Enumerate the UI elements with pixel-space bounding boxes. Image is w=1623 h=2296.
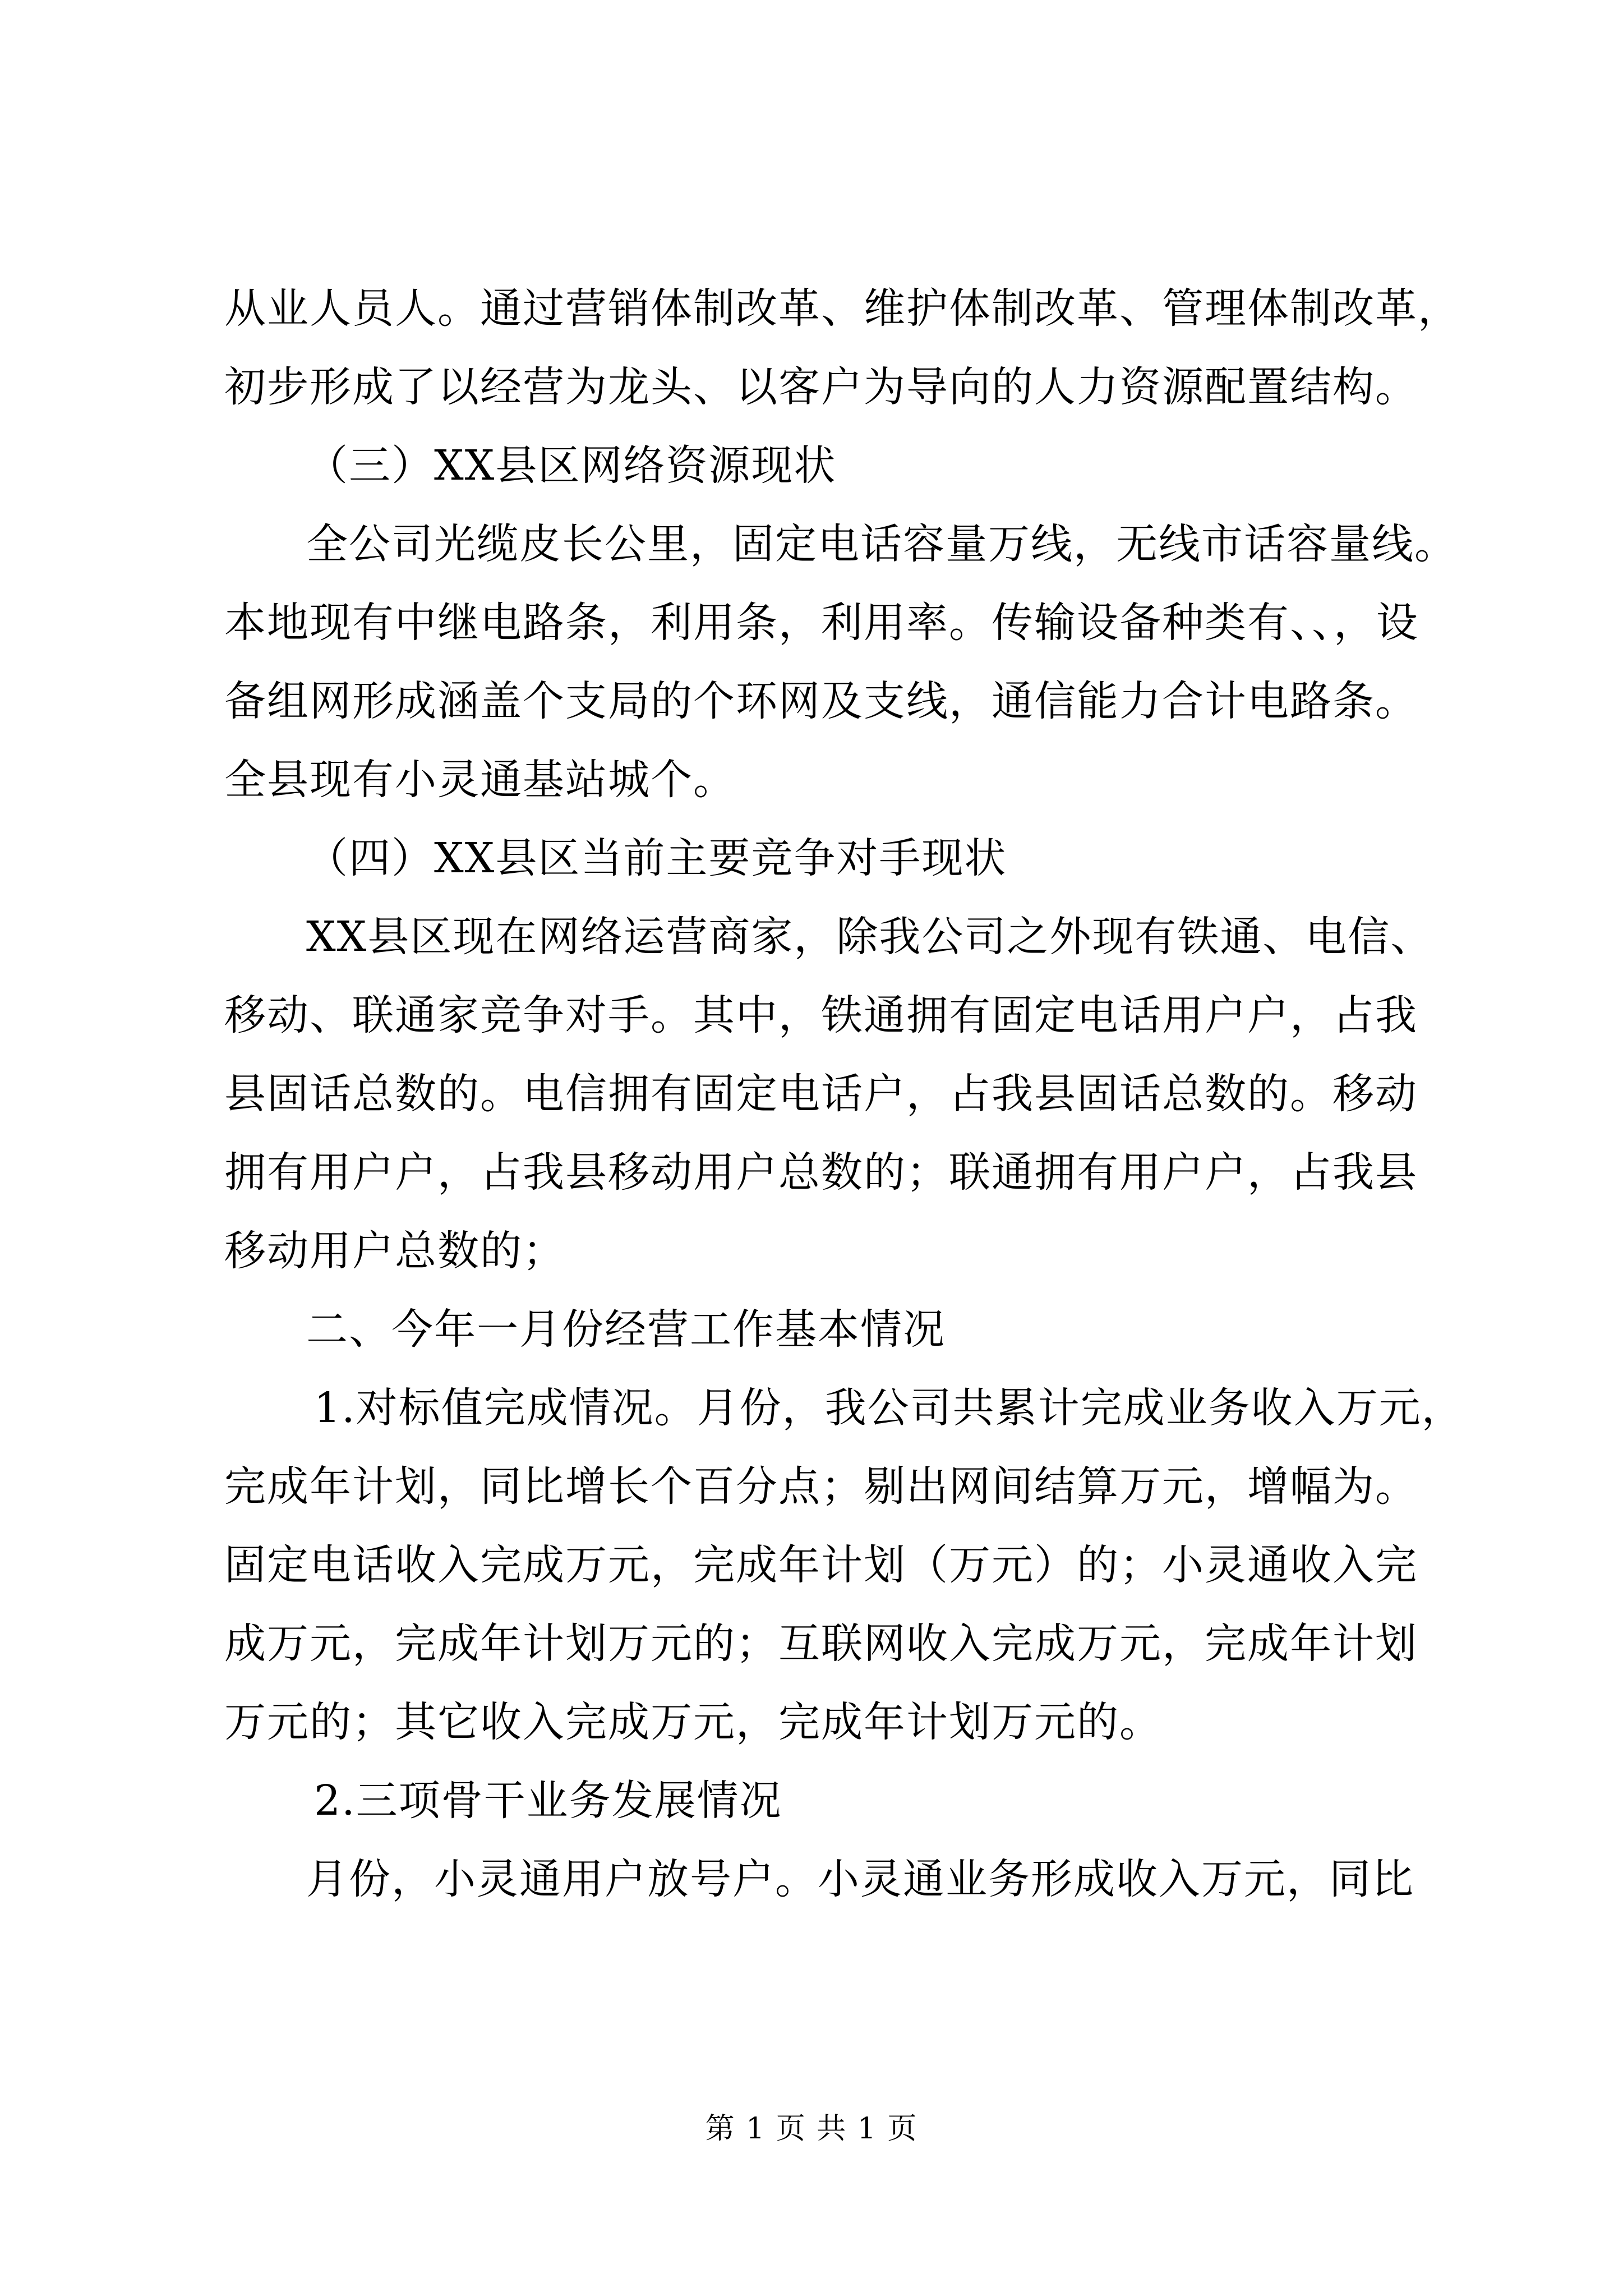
- text-line: 全公司光缆皮长公里，固定电话容量万线，无线市话容量线。: [306, 520, 1457, 568]
- section-heading: （四）XX县区当前主要竞争对手现状: [306, 834, 1007, 882]
- text-line: XX县区现在网络运营商家，除我公司之外现有铁通、电信、: [306, 913, 1433, 961]
- text-line: 初步形成了以经营为龙头、以客户为导向的人力资源配置结构。: [224, 363, 1418, 411]
- text-line: 固定电话收入完成万元，完成年计划（万元）的；小灵通收入完: [224, 1541, 1418, 1589]
- text-line: 成万元，完成年计划万元的；互联网收入完成万元，完成年计划: [224, 1619, 1418, 1668]
- text-line: 本地现有中继电路条，利用条，利用率。传输设备种类有、、，设: [224, 599, 1419, 647]
- text-line: 1.对标值完成情况。月份，我公司共累计完成业务收入万元，: [314, 1384, 1464, 1432]
- text-line: 完成年计划，同比增长个百分点；剔出网间结算万元，增幅为。: [224, 1462, 1418, 1511]
- text-line: 移动用户总数的；: [224, 1227, 565, 1275]
- text-line: 月份，小灵通用户放号户。小灵通业务形成收入万元，同比: [306, 1855, 1414, 1903]
- section-heading: 二、今年一月份经营工作基本情况: [306, 1305, 946, 1354]
- text-line: 备组网形成涵盖个支局的个环网及支线，通信能力合计电路条。: [224, 677, 1418, 725]
- page-footer: 第 1 页 共 1 页: [705, 2112, 918, 2146]
- text-line: 移动、联通家竞争对手。其中，铁通拥有固定电话用户户，占我: [224, 991, 1418, 1039]
- text-line: 万元的；其它收入完成万元，完成年计划万元的。: [224, 1698, 1162, 1746]
- text-line: 从业人员人。通过营销体制改革、维护体制改革、管理体制改革，: [224, 284, 1460, 333]
- section-heading: 2.三项骨干业务发展情况: [314, 1777, 782, 1825]
- document-body: [224, 269, 1464, 1918]
- text-line: 县固话总数的。电信拥有固定电话户，占我县固话总数的。移动: [224, 1070, 1418, 1118]
- text-line: 拥有用户户，占我县移动用户总数的；联通拥有用户户，占我县: [224, 1148, 1418, 1197]
- text-line: 全县现有小灵通基站城个。: [224, 756, 736, 804]
- section-heading: （三）XX县区网络资源现状: [306, 441, 837, 490]
